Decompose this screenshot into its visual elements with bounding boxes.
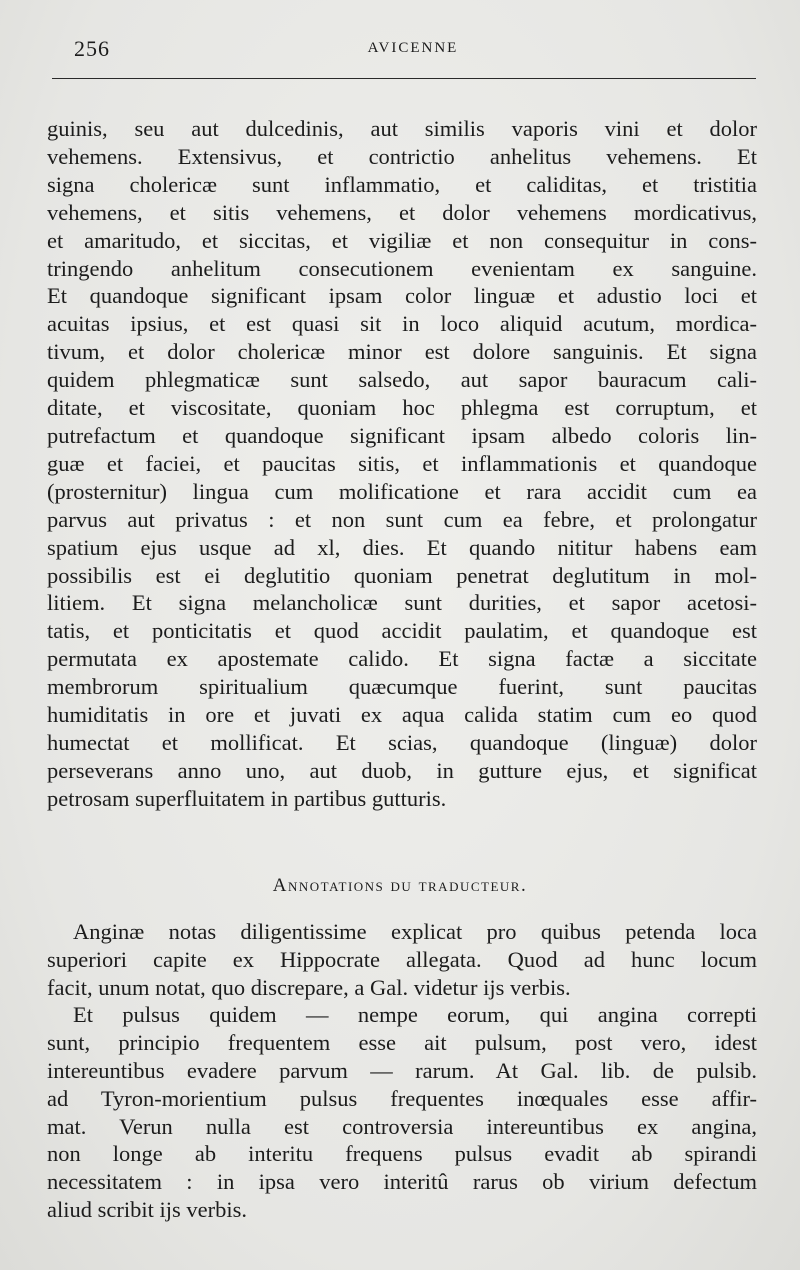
annotation-line: mat. Verun nulla est controversia intereuntibus ex angina,	[47, 1113, 757, 1139]
annotation-line: necessitatem : in ipsa vero interitû rarus ob virium defectum	[47, 1169, 757, 1195]
annotation-line: sunt, principio frequentem esse ait pulsum, post vero, idest	[47, 1030, 757, 1056]
text-line: membrorum spiritualium quæcumque fuerint, sunt paucitas	[47, 674, 757, 700]
text-line: humiditatis in ore et juvati ex aqua calida statim cum eo quod	[47, 702, 757, 728]
annotation-line: intereuntibus evadere parvum — rarum. At Gal. lib. de pulsib.	[47, 1057, 757, 1083]
text-line: (prosternitur) lingua cum molificatione et rara accidit cum ea	[47, 478, 757, 504]
text-line: signa cholericæ sunt inflammatio, et caliditas, et tristitia	[47, 171, 757, 197]
text-line: tivum, et dolor cholericæ minor est dolore sanguinis. Et signa	[47, 339, 757, 365]
text-line: ditate, et viscositate, quoniam hoc phlegma est corruptum, et	[47, 395, 757, 421]
text-line: perseverans anno uno, aut duob, in gutture ejus, et significat	[47, 757, 757, 783]
annotation-line: superiori capite ex Hippocrate allegata. Quod ad hunc locum	[47, 946, 757, 972]
text-line: tringendo anhelitum consecutionem evenientam ex sanguine.	[47, 255, 757, 281]
text-line: Et quandoque significant ipsam color linguæ et adustio loci et	[47, 283, 757, 309]
text-line: vehemens, et sitis vehemens, et dolor vehemens mordicativus,	[47, 199, 757, 225]
text-line: et amaritudo, et siccitas, et vigiliæ et non consequitur in cons-	[47, 227, 757, 253]
header-rule	[52, 78, 756, 79]
text-line: spatium ejus usque ad xl, dies. Et quando nititur habens eam	[47, 534, 757, 560]
text-line: humectat et mollificat. Et scias, quandoque (linguæ) dolor	[47, 729, 757, 755]
text-line: petrosam superfluitatem in partibus gutturis.	[47, 785, 447, 811]
text-line: permutata ex apostemate calido. Et signa factæ a siccitate	[47, 646, 757, 672]
page-number: 256	[74, 36, 110, 61]
annotation-line: aliud scribit ijs verbis.	[47, 1196, 247, 1222]
annotation-line: facit, unum notat, quo discrepare, a Gal. videtur ijs verbis.	[47, 974, 571, 1000]
text-line: tatis, et ponticitatis et quod accidit paulatim, et quandoque est	[47, 618, 757, 644]
text-line: guinis, seu aut dulcedinis, aut similis vaporis vini et dolor	[47, 116, 757, 141]
text-line: vehemens. Extensivus, et contrictio anhelitus vehemens. Et	[47, 143, 757, 169]
text-line: quidem phlegmaticæ sunt salsedo, aut sapor bauracum cali-	[47, 367, 757, 393]
text-line: putrefactum et quandoque significant ipsam albedo coloris lin-	[47, 422, 757, 448]
text-line: litiem. Et signa melancholicæ sunt durities, et sapor acetosi-	[47, 590, 757, 616]
annotations-heading: Annotations du traducteur.	[272, 875, 528, 896]
annotation-line: Et pulsus quidem — nempe eorum, qui angina correpti	[73, 1002, 757, 1028]
main-text	[47, 115, 757, 813]
running-title: AVICENNE	[367, 40, 459, 56]
text-line: acuitas ipsius, et est quasi sit in loco aliquid acutum, mordica-	[47, 311, 757, 337]
annotation-line: non longe ab interitu frequens pulsus evadit ab spirandi	[47, 1141, 757, 1167]
page-header	[70, 36, 756, 62]
text-line: guæ et faciei, et paucitas sitis, et inflammationis et quandoque	[47, 450, 757, 476]
annotations-text	[47, 918, 757, 1224]
text-line: possibilis est ei deglutitio quoniam penetrat deglutitum in mol-	[47, 562, 757, 588]
annotation-line: ad Tyron-morientium pulsus frequentes inœquales esse affir-	[47, 1085, 757, 1111]
annotation-line: Anginæ notas diligentissime explicat pro quibus petenda loca	[73, 919, 757, 944]
text-line: parvus aut privatus : et non sunt cum ea febre, et prolongatur	[47, 506, 757, 532]
